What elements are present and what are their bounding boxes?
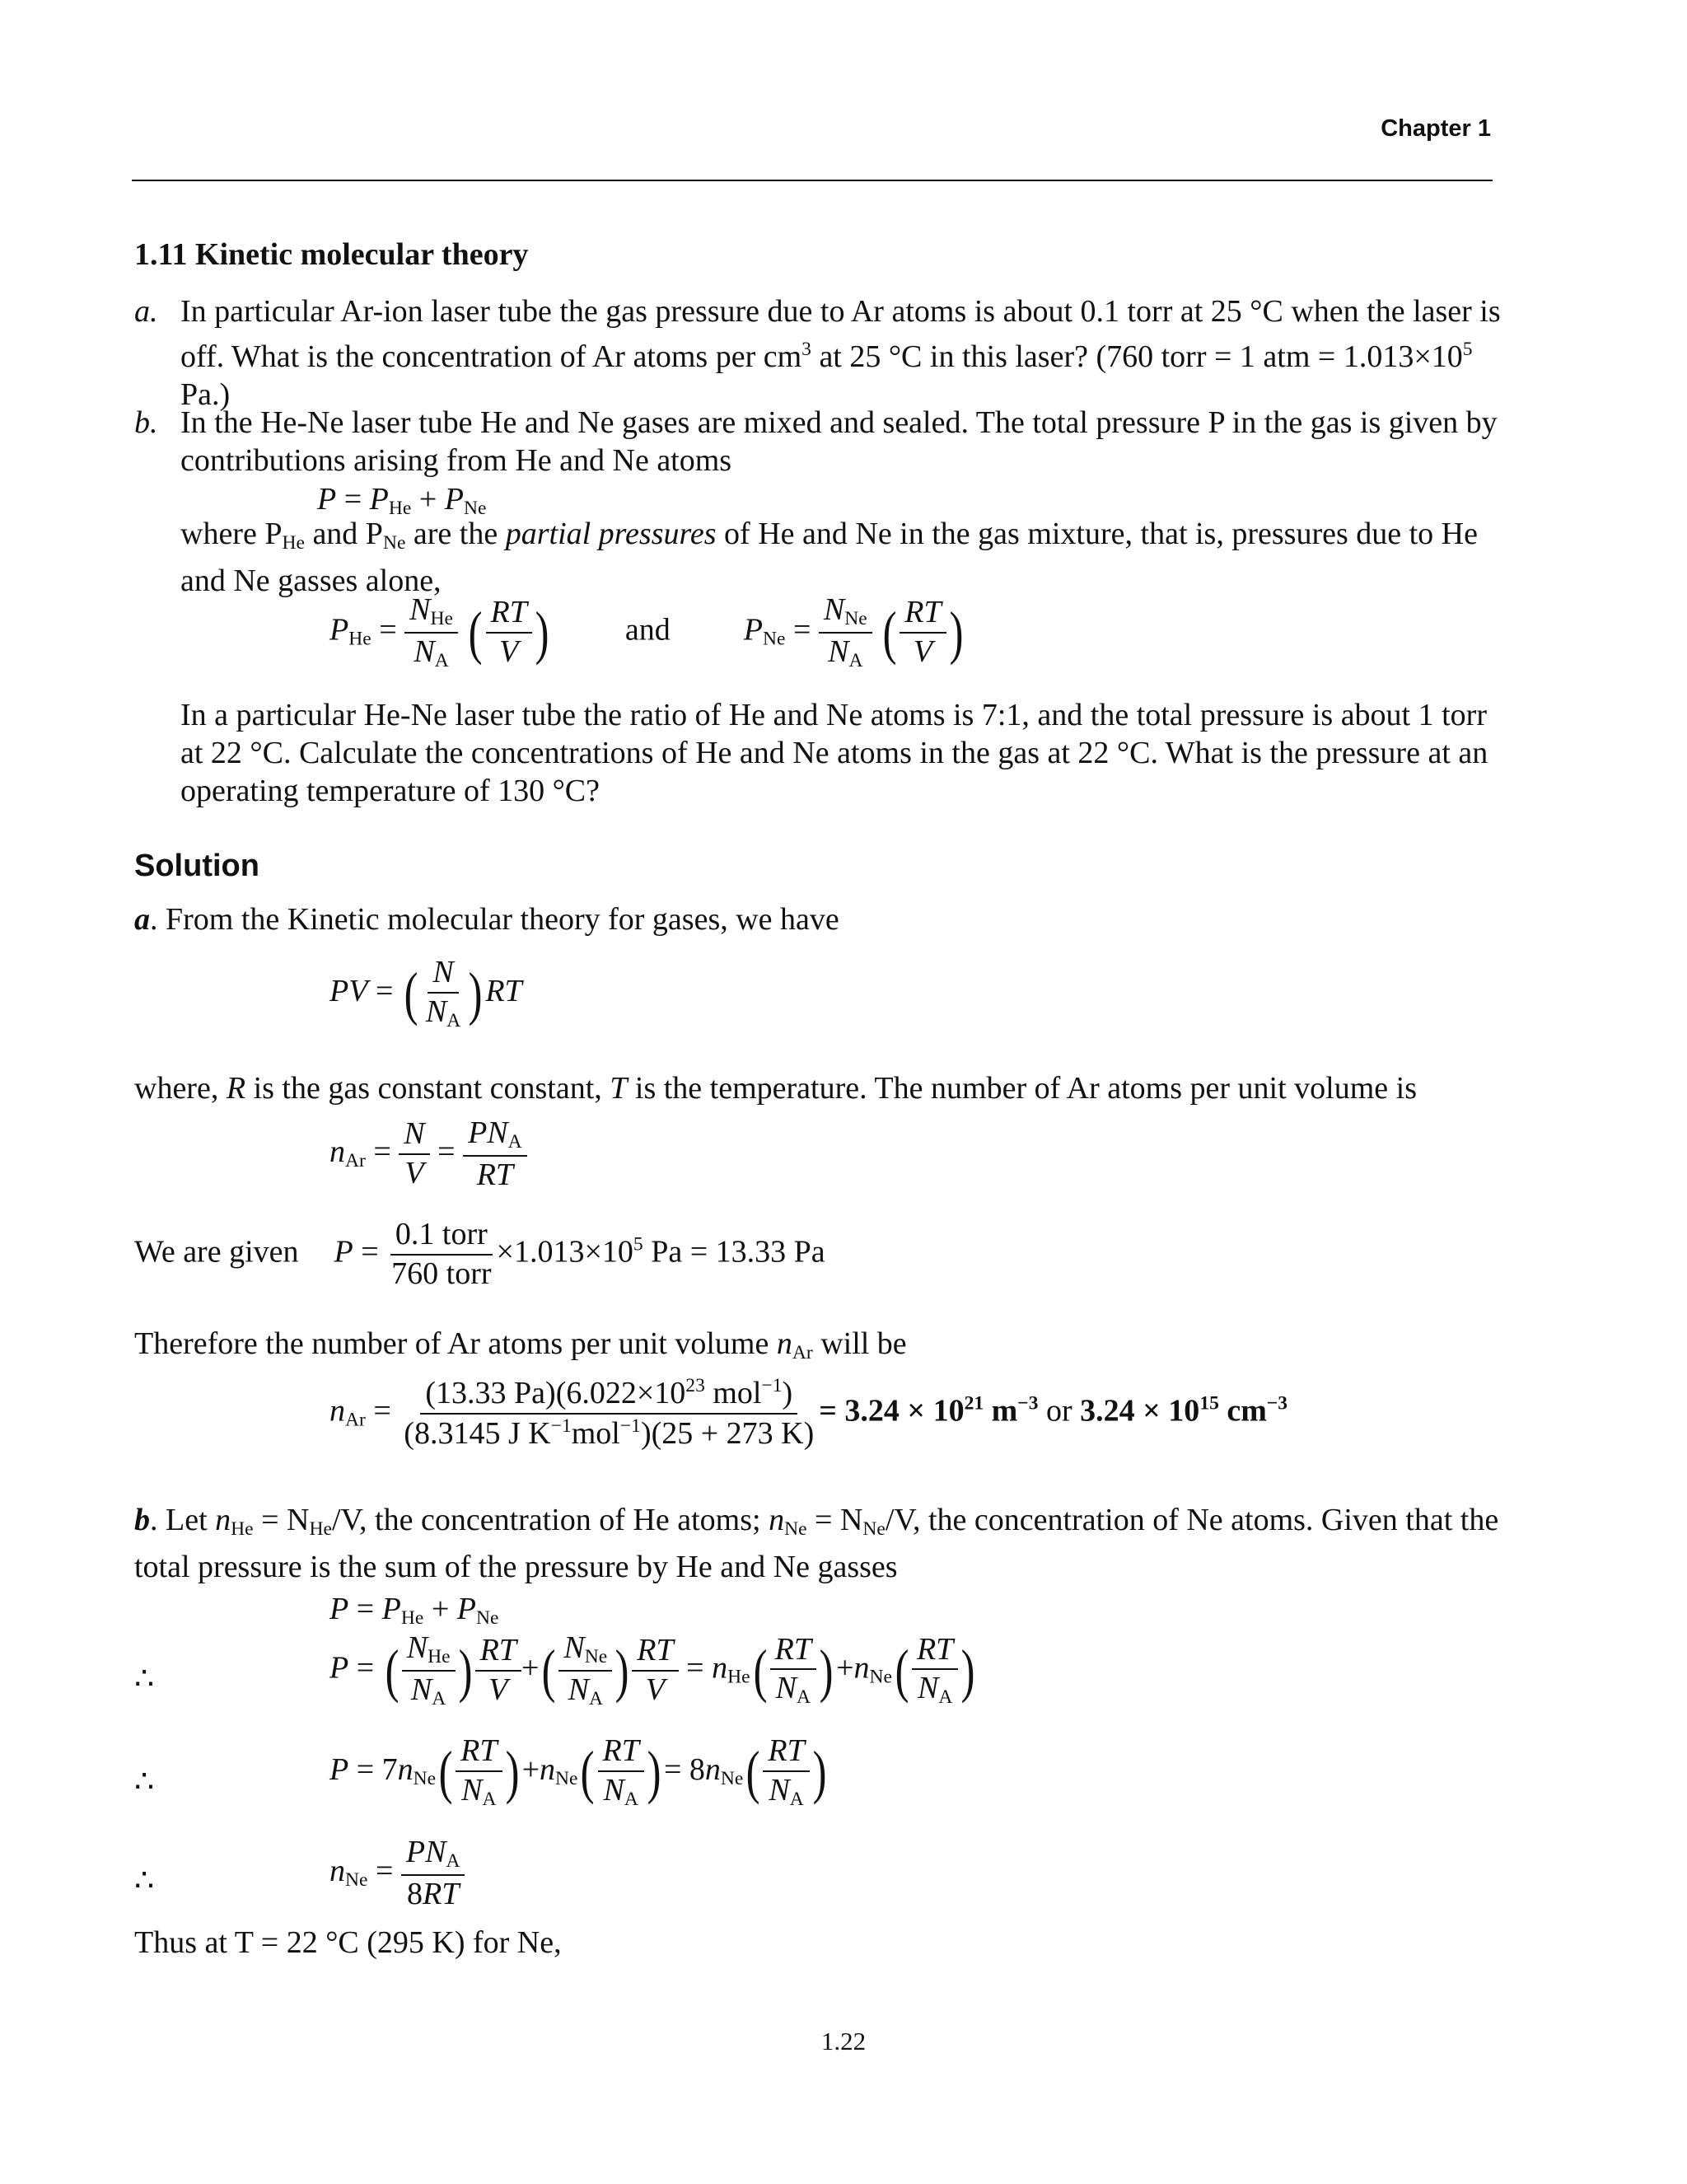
equation-given-pressure: We are given P = $\frac{\text{0.1 torr}}{\text{760 torr}}$ $\times 1.013\times 10^5$ Pa = 13.33 Pa [134, 1217, 825, 1291]
section-title: 1.11 Kinetic molecular theory [134, 237, 529, 272]
and-word: and [624, 612, 671, 648]
final-line: Thus at T = 22 °C (295 K) for Ne, [134, 1925, 562, 1960]
equation-pressure-ne: $P = 7n_{Ne}$( $\frac{RT}{N_A}$ )$+n_{Ne}$( $\frac{RT}{N_A}$ )= $8n_{Ne}$( $\frac{RT}{N_A}$ ) [329, 1733, 827, 1810]
solution-a-intro: a. From the Kinetic molecular theory for gases, we have [134, 902, 839, 937]
problem-b-label: b. [134, 405, 158, 440]
equation-nar-result: $n_{Ar}$ = $\frac{(13.33 Pa)(6.022\times 10^{23} mol^{-1})}{(8.3145 J K^{-1}mol^{-1})(25 + 273 K)}$ = $3.24 \times 10^{21}$ $m^{-3}$ or $3.24 \times 10^{15}$ $cm^{-3}$ [329, 1375, 1288, 1452]
problem-b: b. In the He-Ne laser tube He and Ne gases are mixed and sealed. The total pressure P in the gas is given by contributions arising from He and Ne atoms [134, 405, 1498, 478]
header-rule [132, 180, 1493, 181]
therefore-symbol-3: ∴ [134, 1864, 155, 1898]
equation-sum-pressures: $P = P_{He} + P_{Ne}$ [329, 1592, 499, 1629]
problem-b-question: In a particular He-Ne laser tube the ratio of He and Ne atoms is 7:1, and the total pressure is about 1 torr at 22 °C. Calculate the concentrations of He and Ne atoms in the gas at 22 °C. What is the pressure at an operating temperature of 130 °C? [180, 698, 1488, 808]
partial-pressure-text: where $P_{He}$ and $P_{Ne}$ are the partial pressures of He and Ne in the gas mixture, that is, pressures due to He and Ne gasses alone, [180, 517, 1478, 598]
equation-partial-pressures: $P_{He}$ = $\frac{N_{He}}{N_A}$ ( $\frac{RT}{V}$ ) and $P_{Ne}$ = $\frac{N_{Ne}}{N_A}$ ( $\frac{RT}{V}$ ) [329, 592, 964, 671]
page-number: 1.22 [820, 2027, 867, 2055]
therefore-symbol-1: ∴ [134, 1662, 155, 1696]
equation-total-pressure: $P = P_{He} + P_{Ne}$ [317, 482, 487, 519]
solution-heading: Solution [134, 849, 259, 883]
problem-a-label: a. [134, 294, 158, 329]
chapter-header: Chapter 1 [1381, 115, 1491, 142]
therefore-symbol-2: ∴ [134, 1765, 155, 1799]
where-r-text: where, R is the gas constant constant, T is the temperature. The number of Ar atoms per unit volume is [134, 1071, 1417, 1106]
problem-a: a. In particular Ar-ion laser tube the gas pressure due to Ar atoms is about 0.1 torr at 25 °C when the laser is off. What is the concentration of Ar atoms per $cm^3$ at 25 °C in this laser? (760 torr = 1 atm = $1.013\times 10^5$ Pa.) [134, 294, 1501, 413]
therefore-text: Therefore the number of Ar atoms per unit volume $n_{Ar}$ will be [134, 1326, 907, 1363]
equation-ideal-gas: PV = ( $\frac{N}{N_A}$ )RT [329, 955, 522, 1031]
equation-pressure-expanded: P = ( $\frac{N_{He}}{N_A}$ ) $\frac{RT}{V}$ +( $\frac{N_{Ne}}{N_A}$ ) $\frac{RT}{V}$ = $n_{He}$( $\frac{RT}{N_A}$ )$+n_{Ne}$( $\frac{RT}{N_A}$ ) [329, 1630, 975, 1709]
solution-b-text: b. Let $n_{He} = N_{He}/V$, the concentration of He atoms; $n_{Ne} = N_{Ne}/V$, the concentration of Ne atoms. Given that the total pressure is the sum of the pressure by He and Ne gasses [134, 1503, 1499, 1584]
equation-nne: $n_{Ne}$ = $\frac{PN_A}{8RT}$ [329, 1836, 465, 1912]
equation-nar-definition: $n_{Ar}$ = $\frac{N}{V}$ = $\frac{PN_A}{RT}$ [329, 1116, 527, 1193]
